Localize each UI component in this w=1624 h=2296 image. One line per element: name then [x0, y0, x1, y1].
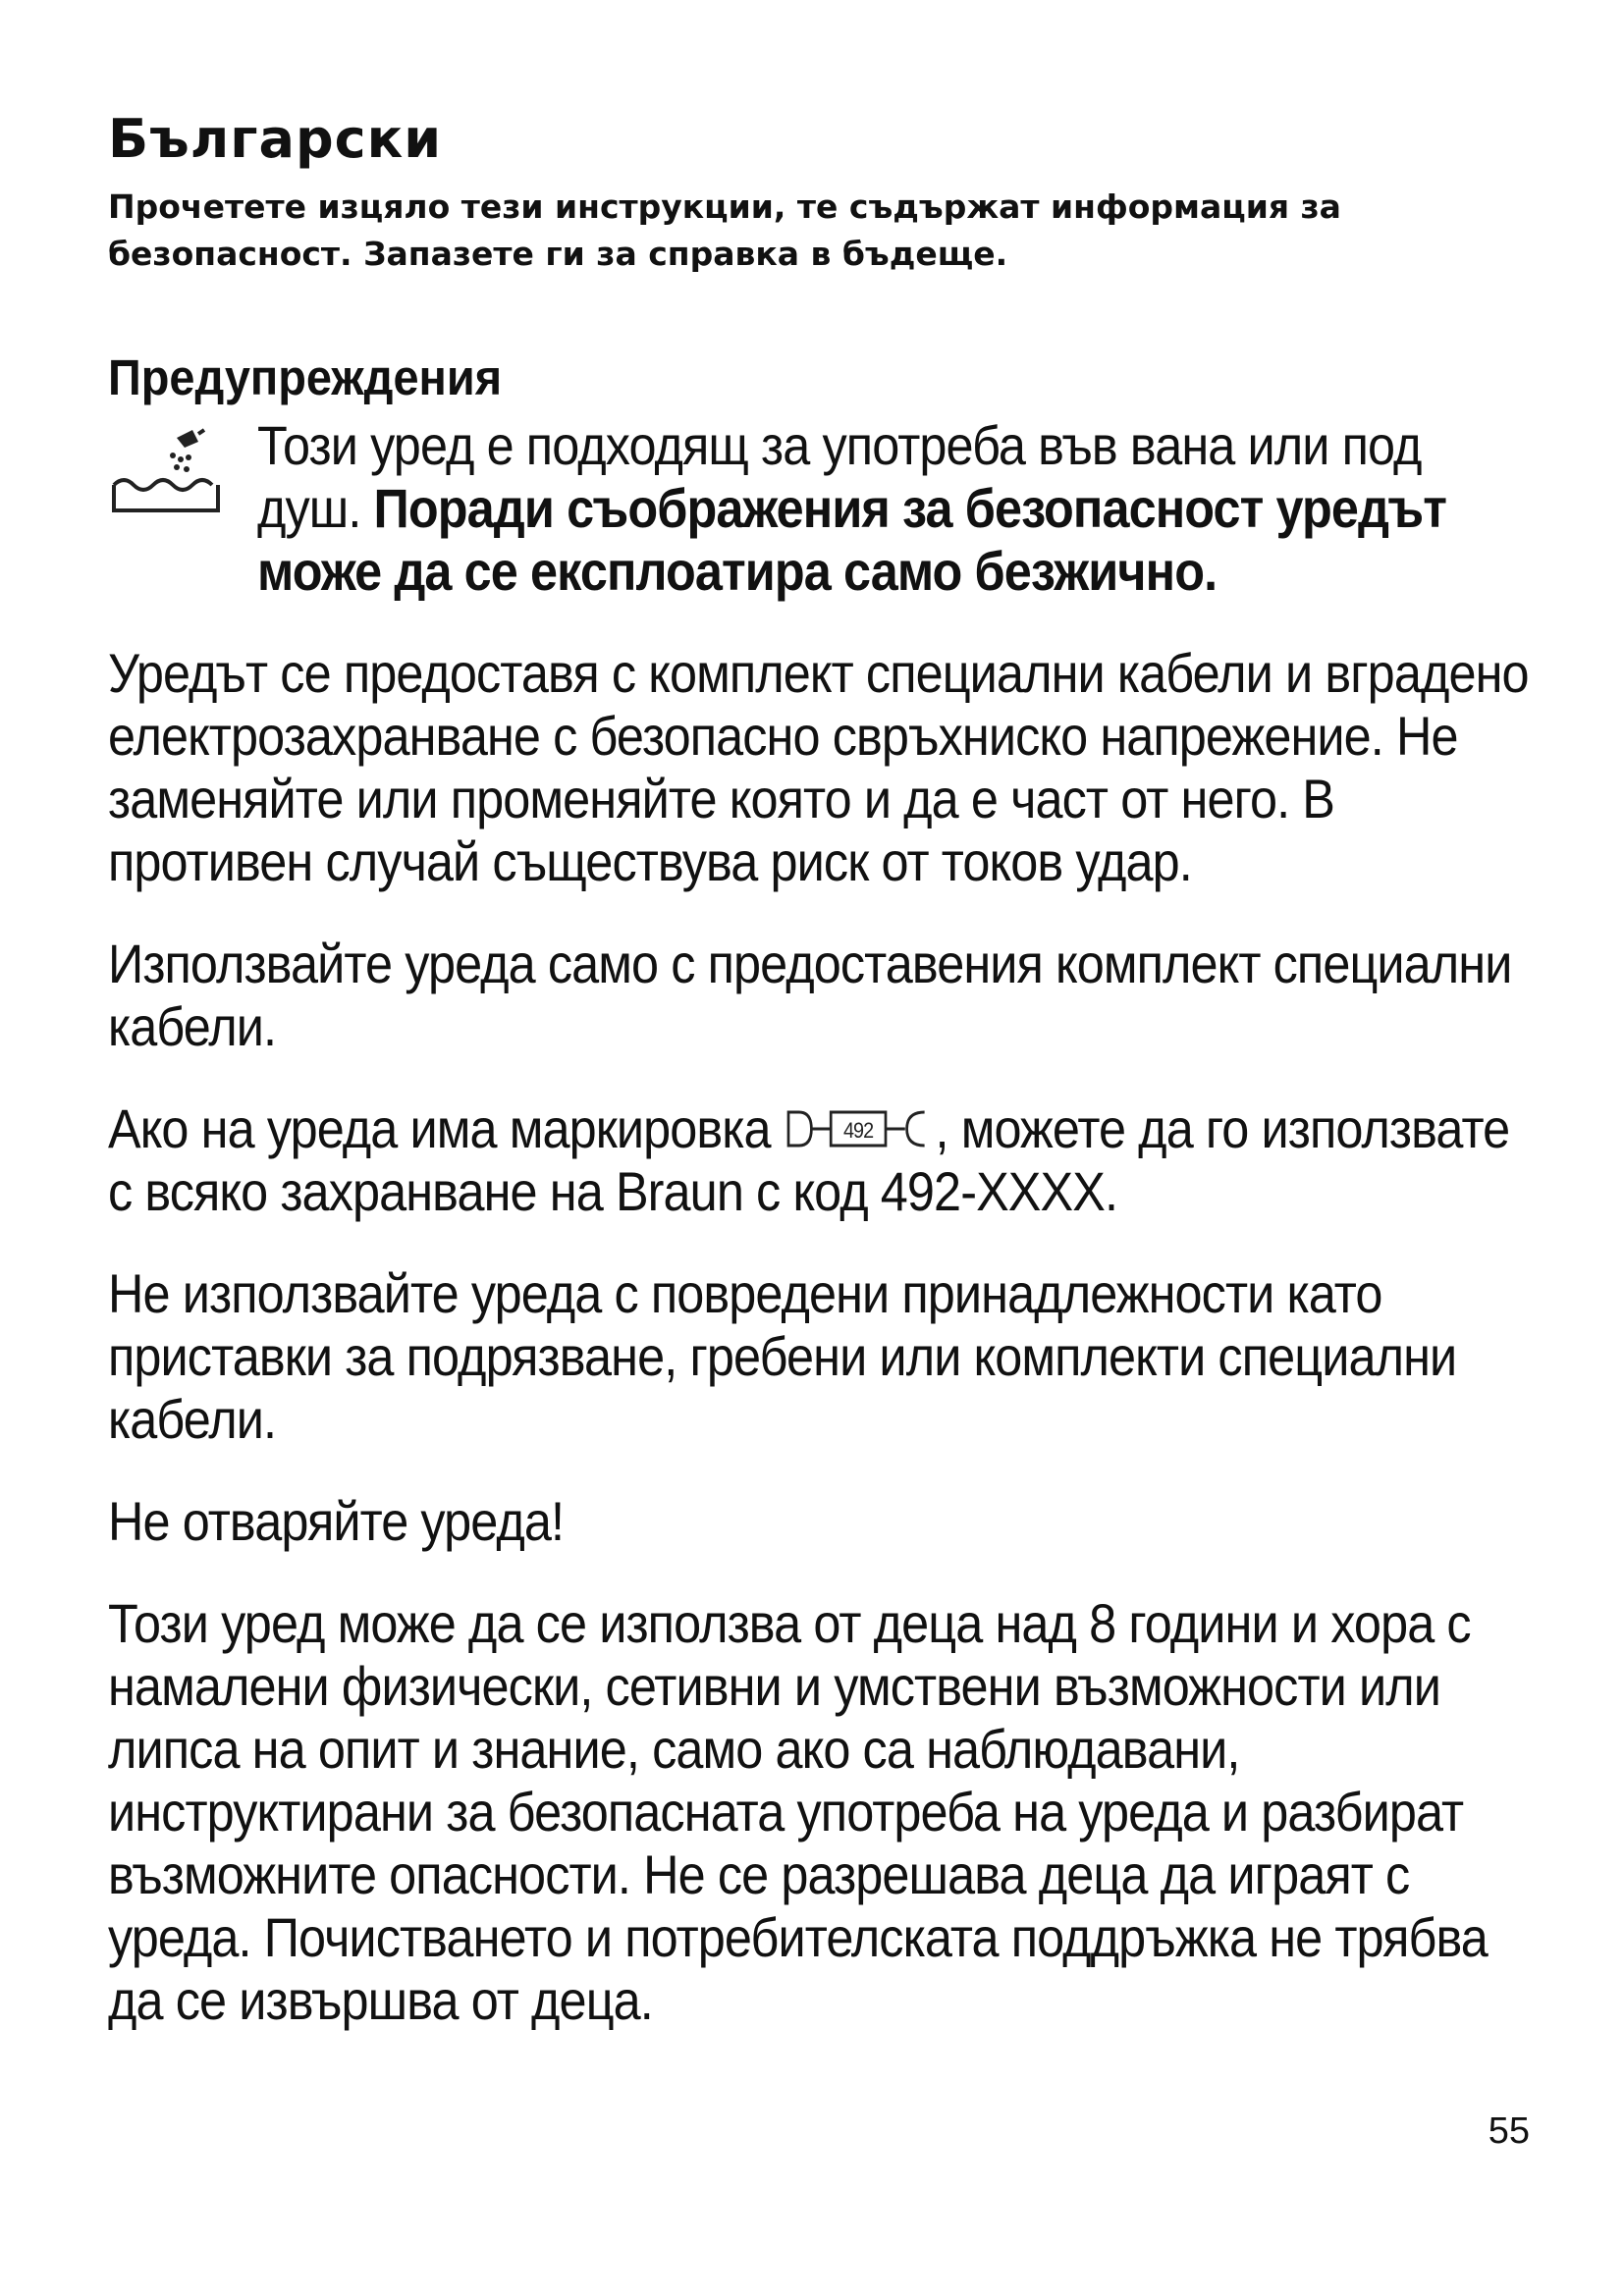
bath-shower-icon: [108, 424, 226, 532]
paragraph-use-cable: Използвайте уреда само с предоставения комплект специални кабели.: [108, 933, 1512, 1057]
intro-text: Прочетете изцяло тези инструкции, те съдържат информация за безопасност. Запазете ги за справка в бъдеще.: [108, 187, 1341, 273]
language-heading: Български: [108, 108, 443, 170]
bath-text-bold: Поради съображения за безопасност уредът може да се експлоатира само безжично.: [257, 477, 1447, 602]
manual-page: [108, 108, 1532, 2071]
marking-text-after: , можете да го използвате с всяко захранване на Braun с код 492-XXXX.: [108, 1097, 1510, 1222]
page-number: 55: [1488, 2110, 1530, 2152]
bath-warning: [108, 414, 1532, 603]
paragraph-children: Този уред може да се използва от деца над 8 години и хора с намалени физически, сетивни и умствени възможности или липса на опит и знание, само ако са наблюдавани, инструктирани за безопасната употреба на уреда и разбират възможните опасности. Не се разрешава деца да играят с уреда. Почистването и потребителската поддръжка не трябва да се извършва от деца.: [108, 1592, 1488, 2031]
marking-code-label: 492: [843, 1119, 874, 1144]
bath-text-normal: Този уред е подходящ за употреба във вана или под душ.: [257, 414, 1422, 539]
marking-text-before: Ако на уреда има маркировка: [108, 1097, 771, 1159]
paragraph-damaged-accessories: Не използвайте уреда с повредени принадлежности като приставки за подрязване, гребени или комплекти специални кабели.: [108, 1262, 1457, 1450]
paragraph-marking: [108, 1097, 1531, 1223]
paragraph-do-not-open: Не отваряйте уреда!: [108, 1490, 565, 1552]
paragraph-cable-set: Уредът се предоставя с комплект специални кабели и вградено електрозахранване с безопасно свръхниско напрежение. Не заменяйте или променяйте която и да е част от него. В противен случай съществува риск от токов удар.: [108, 642, 1529, 892]
warnings-heading: Предупреждения: [108, 349, 503, 405]
power-connector-icon: [784, 1106, 936, 1151]
